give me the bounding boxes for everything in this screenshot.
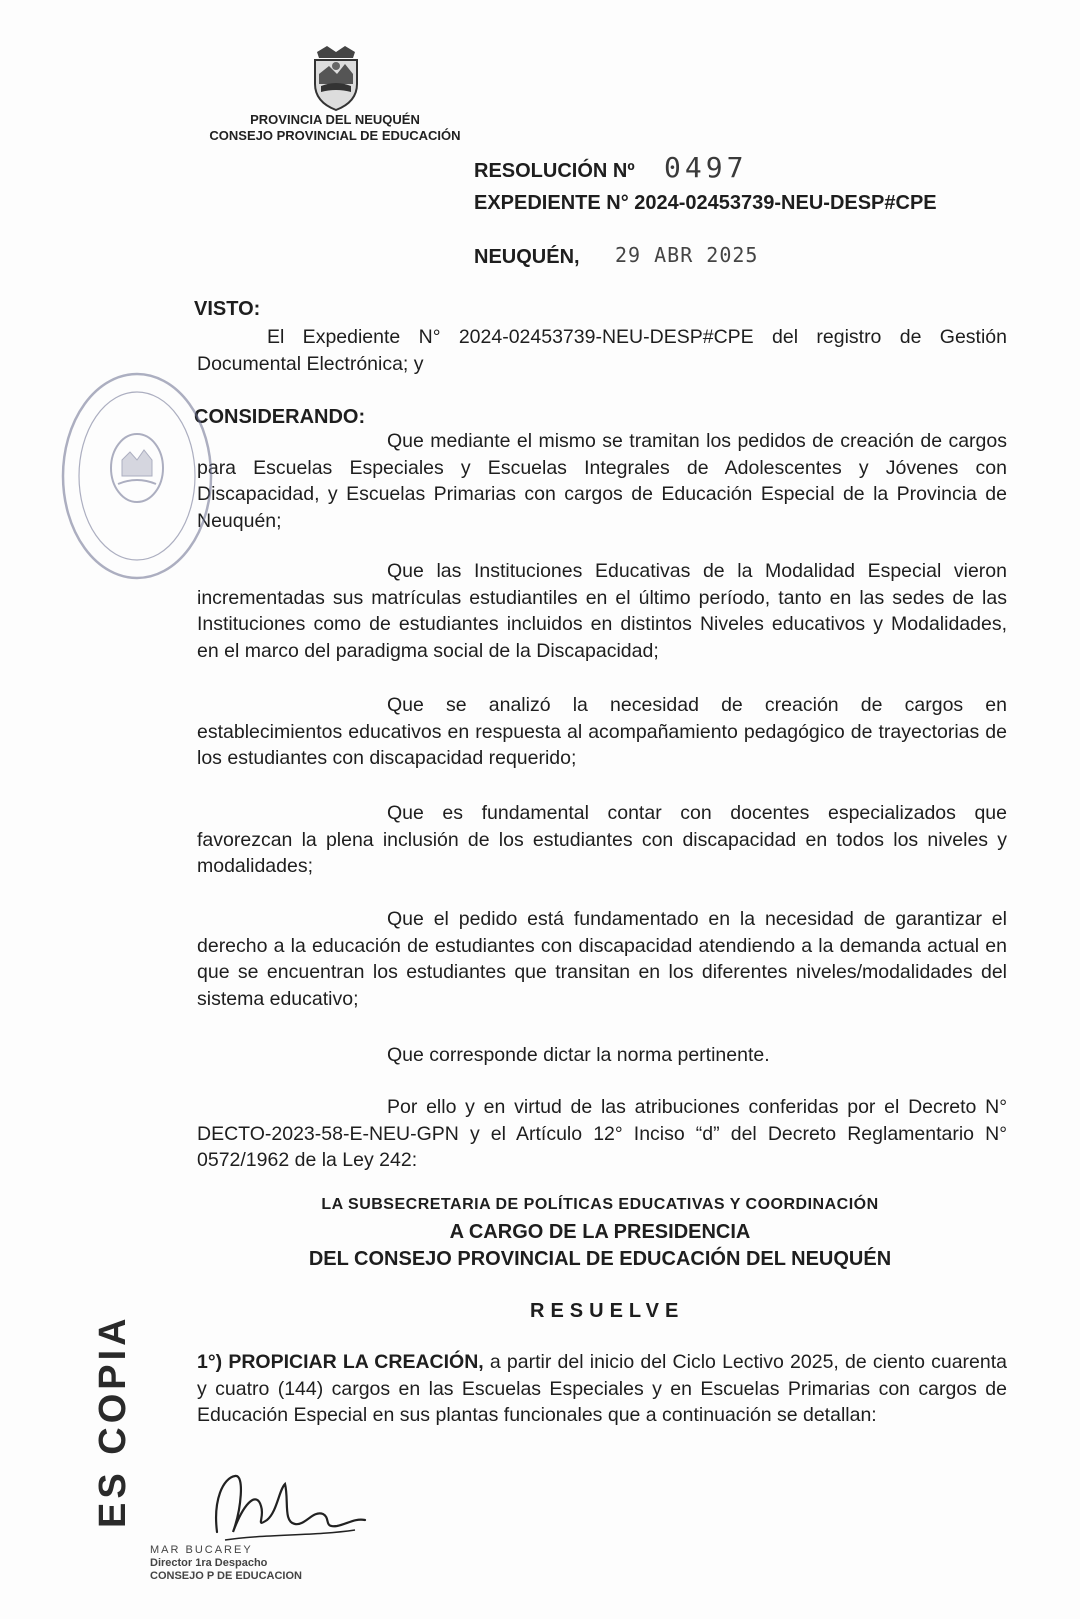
signer-name: MAR BUCAREY — [150, 1544, 253, 1556]
considerando-paragraph: Que se analizó la necesidad de creación de cargos en establecimientos educativos en respuesta al acompañamiento pedagógico de trayectorias de los estudiantes con discapacidad requerido; — [197, 694, 1007, 769]
considerando-paragraph: Que corresponde dictar la norma pertinente. — [387, 1044, 770, 1066]
authority-line: LA SUBSECRETARIA DE POLÍTICAS EDUCATIVAS Y COORDINACIÓN — [321, 1196, 879, 1213]
article-1-lead: 1°) PROPICIAR LA CREACIÓN, — [197, 1351, 484, 1373]
council-name: CONSEJO PROVINCIAL DE EDUCACIÓN — [209, 128, 461, 143]
considerando-heading: CONSIDERANDO: — [194, 406, 366, 428]
considerando-paragraph: Que mediante el mismo se tramitan los pedidos de creación de cargos para Escuelas Especiales y Escuelas Integrales de Adolescentes y Jóvenes con Discapacidad, y Escuelas Primarias con cargos de Educación Especial de la Provincia de Neuquén; — [197, 430, 1007, 532]
signature-block — [150, 1544, 302, 1583]
visto-heading: VISTO: — [194, 298, 261, 320]
authority-line: DEL CONSEJO PROVINCIAL DE EDUCACIÓN DEL NEUQUÉN — [308, 1248, 892, 1270]
resolution-number: 0497 — [664, 151, 748, 184]
copy-stamp: ES COPIA — [92, 1314, 134, 1528]
signer-org: CONSEJO P DE EDUCACION — [150, 1570, 302, 1582]
article-1 — [197, 1349, 1007, 1429]
province-name: PROVINCIA DEL NEUQUÉN — [250, 112, 420, 127]
visto-text: El Expediente N° 2024-02453739-NEU-DESP#CPE del registro de Gestión Documental Electrónica; y — [197, 326, 1007, 375]
article-1-text: a partir del inicio del Ciclo Lectivo 2025, de ciento cuarenta y cuatro (144) cargos en las Escuelas Especiales y en Escuelas Primarias con cargos de Educación Especial en sus plantas funcionales que a continuación se detallan: — [197, 1351, 1007, 1426]
expediente-number: EXPEDIENTE N° 2024-02453739-NEU-DESP#CPE — [474, 192, 937, 214]
official-seal-icon — [58, 368, 216, 584]
date-stamp: 29 ABR 2025 — [615, 243, 759, 267]
considerando-paragraph: Que el pedido está fundamentado en la necesidad de garantizar el derecho a la educación de estudiantes con discapacidad atendiendo a la demanda actual en que se encuentran los estudiantes que transitan en los diferentes niveles/modalidades del sistema educativo; — [197, 908, 1007, 1010]
signature-image — [205, 1470, 370, 1550]
considerando-paragraph: Que es fundamental contar con docentes especializados que favorezcan la plena inclusión de los estudiantes con discapacidad en todos los niveles y modalidades; — [197, 802, 1007, 877]
authority-line: A CARGO DE LA PRESIDENCIA — [449, 1221, 751, 1243]
provincial-crest-icon — [307, 44, 365, 112]
header-province — [200, 112, 470, 144]
resuelve-heading: RESUELVE — [530, 1300, 685, 1322]
signer-title: Director 1ra Despacho — [150, 1557, 268, 1569]
resolution-label: RESOLUCIÓN Nº — [474, 160, 635, 182]
considerando-paragraph: Que las Instituciones Educativas de la Modalidad Especial vieron incrementadas sus matrículas estudiantiles en el último período, tanto en las sedes de las Instituciones como de estudiantes incluidos en distintos Niveles educativos y Modalidades, en el marco del paradigma social de la Discapacidad; — [197, 560, 1007, 662]
considerando-paragraph: Por ello y en virtud de las atribuciones conferidas por el Decreto N° DECTO-2023-58-E-NEU-GPN y el Artículo 12° Inciso “d” del Decreto Reglamentario N° 0572/1962 de la Ley 242: — [197, 1096, 1007, 1171]
city-name: NEUQUÉN, — [474, 246, 580, 268]
